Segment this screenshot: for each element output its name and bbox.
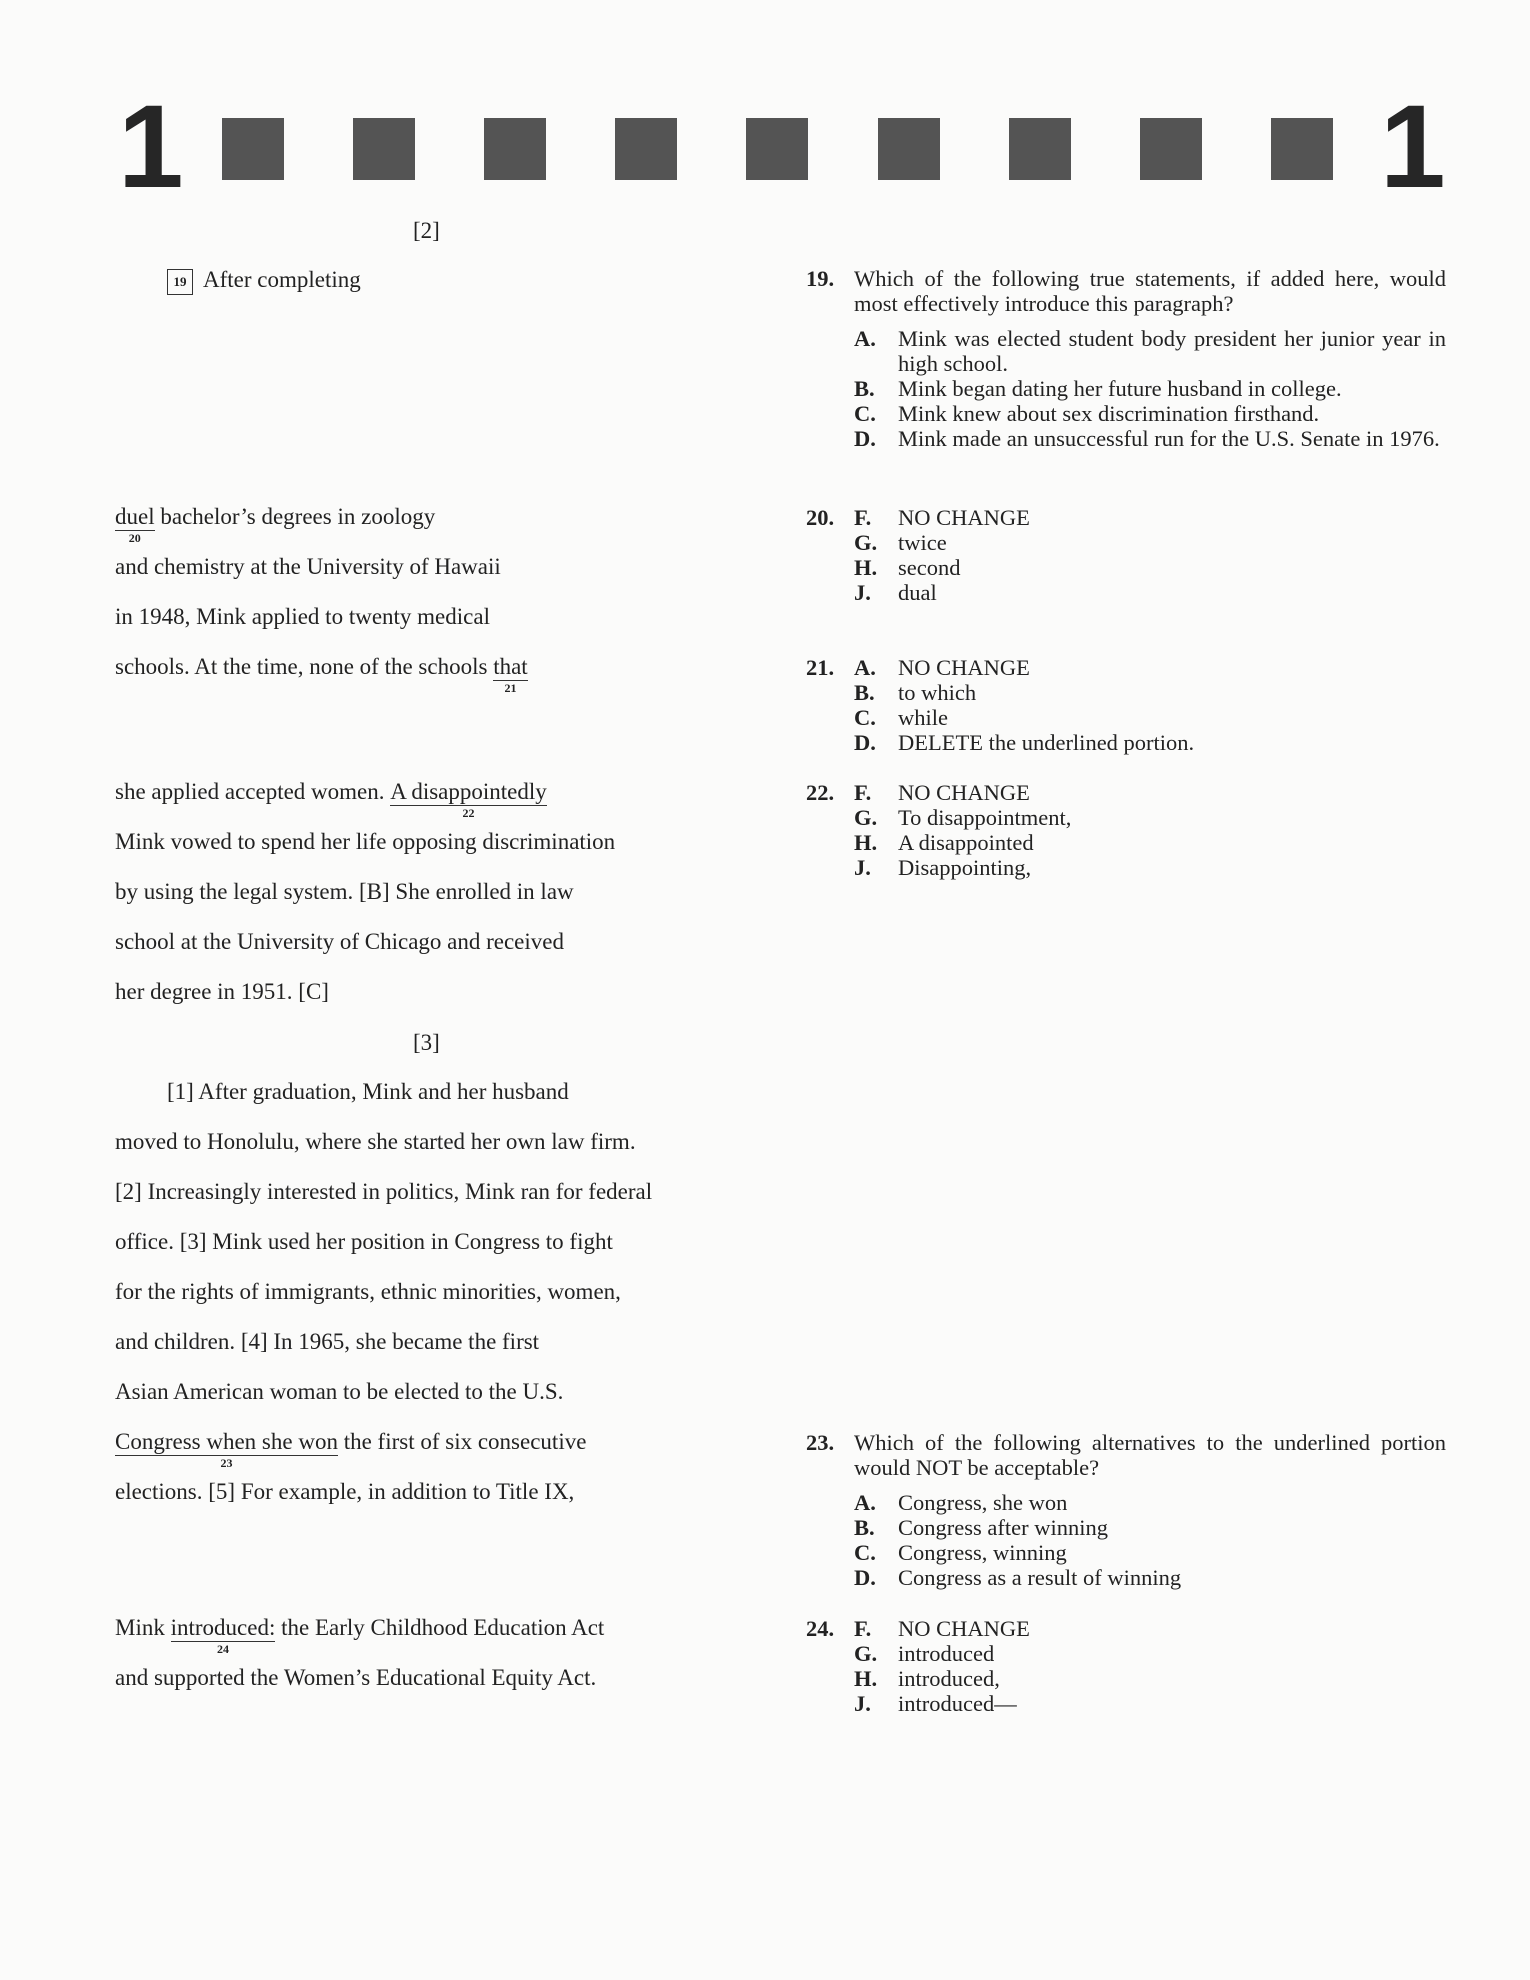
passage-line: for the rights of immigrants, ethnic minorities, women, bbox=[115, 1279, 621, 1304]
question-stem: Which of the following alternatives to the underlined portion would NOT be acceptable? bbox=[854, 1430, 1446, 1480]
answer-option[interactable]: J. introduced— bbox=[854, 1691, 1017, 1716]
header-square bbox=[1009, 118, 1071, 180]
passage-line: duel 20 bachelor’s degrees in zoology bbox=[115, 504, 436, 545]
passage-line: and supported the Women’s Educational Equity Act. bbox=[115, 1665, 597, 1690]
answer-option[interactable]: F. NO CHANGE bbox=[854, 780, 1030, 805]
answer-option[interactable]: H. introduced, bbox=[854, 1666, 1000, 1691]
answer-option[interactable]: C. Mink knew about sex discrimination firsthand. bbox=[854, 401, 1320, 426]
section-number-left: 1 bbox=[118, 81, 184, 213]
passage-line: and chemistry at the University of Hawaii bbox=[115, 554, 501, 579]
question-stem: Which of the following true statements, if added here, would most effectively introduce this paragraph? bbox=[854, 266, 1446, 316]
underlined-portion[interactable]: A disappointedly 22 bbox=[390, 779, 547, 820]
paragraph-label: [2] bbox=[413, 218, 440, 243]
underlined-portion[interactable]: duel 20 bbox=[115, 504, 155, 545]
question-number: 22. bbox=[806, 780, 835, 805]
answer-option[interactable]: A. Mink was elected student body president her junior year in high school. bbox=[854, 326, 1446, 376]
passage-line: [1] After graduation, Mink and her husband bbox=[167, 1079, 569, 1104]
answer-option[interactable]: G. introduced bbox=[854, 1641, 995, 1666]
underline-number: 21 bbox=[504, 681, 517, 695]
passage-line: 19 After completing bbox=[167, 267, 361, 295]
answer-option[interactable]: F. NO CHANGE bbox=[854, 1616, 1030, 1641]
answer-option[interactable]: B. Congress after winning bbox=[854, 1515, 1108, 1540]
passage-line: [2] Increasingly interested in politics, Mink ran for federal bbox=[115, 1179, 653, 1204]
answer-option[interactable]: C. while bbox=[854, 705, 948, 730]
passage-line: Mink vowed to spend her life opposing discrimination bbox=[115, 829, 616, 854]
question-number: 19. bbox=[806, 266, 835, 291]
answer-option[interactable]: H. second bbox=[854, 555, 961, 580]
underlined-portion[interactable]: introduced: 24 bbox=[170, 1615, 276, 1656]
passage-line: Asian American woman to be elected to the U.S. bbox=[115, 1379, 564, 1404]
passage-line: in 1948, Mink applied to twenty medical bbox=[115, 604, 490, 629]
answer-option[interactable]: G. To disappointment, bbox=[854, 805, 1072, 830]
question-number: 21. bbox=[806, 655, 835, 680]
question-23 bbox=[806, 1430, 1446, 1590]
answer-option[interactable]: D. Mink made an unsuccessful run for the U.S. Senate in 1976. bbox=[854, 426, 1440, 451]
header-square bbox=[1271, 118, 1333, 180]
header-square-bar bbox=[222, 118, 1336, 180]
answer-option[interactable]: D. Congress as a result of winning bbox=[854, 1565, 1182, 1590]
question-box-number[interactable]: 19 bbox=[167, 269, 193, 295]
header-square bbox=[1140, 118, 1202, 180]
passage-line: by using the legal system. [B] She enrolled in law bbox=[115, 879, 574, 904]
header-square bbox=[222, 118, 284, 180]
question-number: 20. bbox=[806, 505, 835, 530]
passage-line: her degree in 1951. [C] bbox=[115, 979, 329, 1004]
underline-number: 22 bbox=[462, 806, 475, 820]
passage-line: office. [3] Mink used her position in Congress to fight bbox=[115, 1229, 613, 1254]
answer-option[interactable]: B. Mink began dating her future husband in college. bbox=[854, 376, 1342, 401]
underline-number: 23 bbox=[220, 1456, 233, 1470]
passage-line: and children. [4] In 1965, she became the first bbox=[115, 1329, 540, 1354]
header-square bbox=[353, 118, 415, 180]
underline-number: 20 bbox=[128, 531, 141, 545]
passage-line: Mink introduced: 24 the Early Childhood Education Act bbox=[115, 1615, 605, 1656]
answer-option[interactable]: C. Congress, winning bbox=[854, 1540, 1067, 1565]
paragraph-label: [3] bbox=[413, 1030, 440, 1055]
question-22 bbox=[806, 780, 1446, 880]
question-number: 24. bbox=[806, 1616, 835, 1641]
header-square bbox=[615, 118, 677, 180]
underline-number: 24 bbox=[216, 1642, 229, 1656]
header-square bbox=[484, 118, 546, 180]
answer-option[interactable]: J. Disappointing, bbox=[854, 855, 1032, 880]
answer-option[interactable]: F. NO CHANGE bbox=[854, 505, 1030, 530]
answer-option[interactable]: A. NO CHANGE bbox=[854, 655, 1030, 680]
underlined-portion[interactable]: Congress when she won 23 bbox=[115, 1429, 338, 1470]
underlined-portion[interactable]: that 21 bbox=[493, 654, 528, 695]
question-24 bbox=[806, 1616, 1446, 1716]
answer-option[interactable]: H. A disappointed bbox=[854, 830, 1034, 855]
passage-line: school at the University of Chicago and received bbox=[115, 929, 564, 954]
answer-option[interactable]: B. to which bbox=[854, 680, 977, 705]
passage-line: schools. At the time, none of the schools that 21 bbox=[115, 654, 528, 695]
passage-line: elections. [5] For example, in addition to Title IX, bbox=[115, 1479, 575, 1504]
answer-option[interactable]: A. Congress, she won bbox=[854, 1490, 1068, 1515]
passage-line: moved to Honolulu, where she started her own law firm. bbox=[115, 1129, 636, 1154]
passage-line: she applied accepted women. A disappointedly 22 bbox=[115, 779, 547, 820]
passage-line: Congress when she won 23 the first of six consecutive bbox=[115, 1429, 587, 1470]
answer-option[interactable]: G. twice bbox=[854, 530, 947, 555]
question-19 bbox=[806, 266, 1446, 451]
answer-option[interactable]: J. dual bbox=[854, 580, 937, 605]
question-21 bbox=[806, 655, 1446, 755]
question-20 bbox=[806, 505, 1446, 605]
answer-option[interactable]: D. DELETE the underlined portion. bbox=[854, 730, 1195, 755]
section-number-right: 1 bbox=[1380, 81, 1446, 213]
header-square bbox=[878, 118, 940, 180]
header-square bbox=[746, 118, 808, 180]
question-number: 23. bbox=[806, 1430, 835, 1455]
